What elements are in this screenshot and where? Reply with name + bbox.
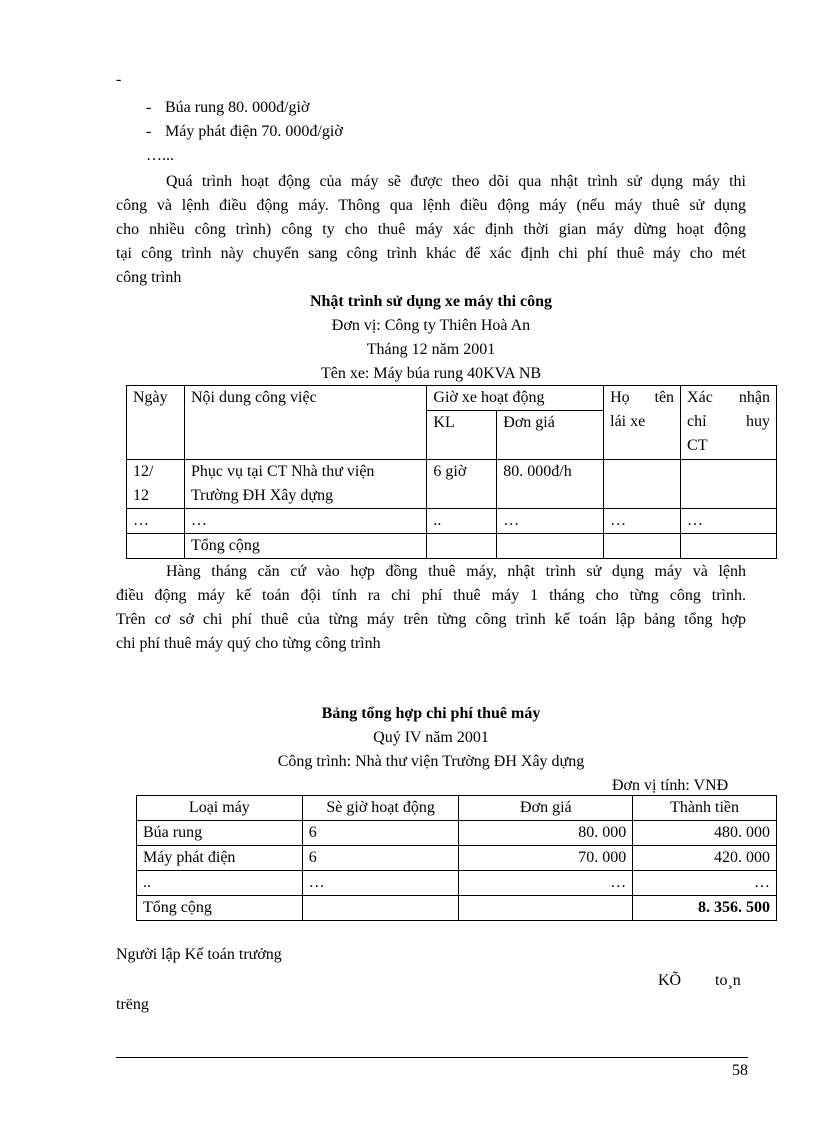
header-day: Ngày [127,386,185,460]
cell-amount: 480. 000 [633,821,777,846]
cell-empty [681,534,777,559]
header-content: Nội dung công việc [184,386,426,460]
signature-garbled: trëng [116,996,149,1013]
cell-price: … [497,509,604,534]
stray-dash: - [116,71,122,88]
summary-currency: Đơn vị tính: VNĐ [612,777,729,794]
cell-hours: 6 [302,821,459,846]
cell-amount: … [633,871,777,896]
summary-table [136,795,777,921]
table-row [137,821,777,846]
cell-total-label: Tổng cộng [184,534,426,559]
paragraph-line: Trên cơ sở chi phí thuê của từng máy trên từng công trình kế toán lập bảng tổng hợp [116,611,746,628]
log-table [126,385,777,559]
cell-kl: .. [427,509,497,534]
bullet-dash: - [146,123,152,140]
table-row [137,871,777,896]
header-confirm-part: huy [746,413,770,430]
table-row [127,534,777,559]
cell-empty [497,534,604,559]
cell-type: Máy phát điện [137,846,303,871]
cell-empty [302,896,459,921]
cell-driver [604,460,681,509]
header-confirm-part: CT [687,437,708,454]
bullet-item: Máy phát điện 70. 000đ/giờ [165,123,343,140]
paragraph-line: tại công trình này chuyển sang công trình khác để xác định chi phí thuê máy cho mét [116,245,746,262]
cell-day [127,460,185,509]
table-row [137,796,777,821]
summary-quarter: Quý IV năm 2001 [373,729,489,746]
header-kl: KL [427,411,497,460]
cell-price: 70. 000 [459,846,633,871]
header-type: Loại máy [137,796,303,821]
header-driver-part: Họ [610,389,630,406]
paragraph-line: điều động máy kế toán đội tính ra chi phí thuê máy 1 tháng cho từng công trình. [116,587,746,604]
cell-total-label: Tổng cộng [137,896,303,921]
header-driver [604,386,681,460]
cell-driver: … [604,509,681,534]
paragraph-line: công và lệnh điều động máy. Thông qua lệnh điều động máy (nếu máy thuê sử dụng [116,197,746,214]
header-unit-price: Đơn giá [497,411,604,460]
log-unit: Đơn vị: Công ty Thiên Hoà An [331,317,531,334]
cell-content: … [184,509,426,534]
table-row [137,896,777,921]
cell-amount: 420. 000 [633,846,777,871]
cell-empty [427,534,497,559]
cell-confirm: … [681,509,777,534]
cell-type: .. [137,871,303,896]
header-hours: Sè giờ hoạt động [302,796,459,821]
header-driver-part: tên [654,389,675,406]
paragraph-line: cho nhiều công trình) công ty cho thuê máy xác định thời gian máy dừng hoạt động [116,221,746,238]
cell-kl: 6 giờ [427,460,497,509]
cell-day-part: 12/ [133,463,154,480]
paragraph-line: Quá trình hoạt động của máy sẽ được theo dõi qua nhật trình sử dụng máy thi [166,173,746,190]
cell-empty [127,534,185,559]
log-title: Nhật trình sử dụng xe máy thi công [309,293,553,310]
header-confirm [681,386,777,460]
cell-content-part: Phục vụ tại CT Nhà thư viện [190,463,375,480]
cell-price: 80. 000 [459,821,633,846]
header-confirm-part: chỉ [687,413,707,430]
cell-price: 80. 000đ/h [497,460,604,509]
header-hours: Giờ xe hoạt động [427,386,604,411]
header-confirm-part: Xác [687,389,713,406]
header-unit-price: Đơn giá [459,796,633,821]
summary-project: Công trình: Nhà thư viện Trường ĐH Xây dựng [277,753,585,770]
signature-garbled: KÕ [658,972,682,989]
table-row [137,846,777,871]
cell-content [184,460,426,509]
cell-hours: … [302,871,459,896]
table-row [127,509,777,534]
page-number: 58 [732,1062,748,1079]
cell-empty [604,534,681,559]
table-row [127,460,777,509]
paragraph-line: công trình [116,269,182,286]
cell-content-part: Trường ĐH Xây dựng [190,487,334,504]
cell-type: Búa rung [137,821,303,846]
bullet-dash: - [146,99,152,116]
cell-hours: 6 [302,846,459,871]
cell-day-part: 12 [133,487,149,504]
cell-day: … [127,509,185,534]
ellipsis: …... [146,147,174,164]
cell-price: … [459,871,633,896]
paragraph-line: Hàng tháng căn cứ vào hợp đồng thuê máy, nhật trình sử dụng máy và lệnh [166,563,746,580]
log-month: Tháng 12 năm 2001 [366,341,496,358]
cell-empty [459,896,633,921]
bullet-item: Búa rung 80. 000đ/giờ [165,99,310,116]
signature-garbled: to¸n [715,972,741,989]
signature-line: Người lập Kế toán trưởng [116,946,282,963]
footer-divider [116,1057,748,1058]
log-vehicle: Tên xe: Máy búa rung 40KVA NB [320,365,542,382]
header-confirm-part: nhận [738,389,770,406]
cell-confirm [681,460,777,509]
cell-total-value: 8. 356. 500 [633,896,777,921]
header-amount: Thành tiền [633,796,777,821]
summary-title: Bảng tổng hợp chi phí thuê máy [321,705,541,722]
header-driver-part: lái xe [610,413,646,430]
paragraph-line: chi phí thuê máy quý cho từng công trình [116,635,381,652]
table-row [127,386,777,411]
